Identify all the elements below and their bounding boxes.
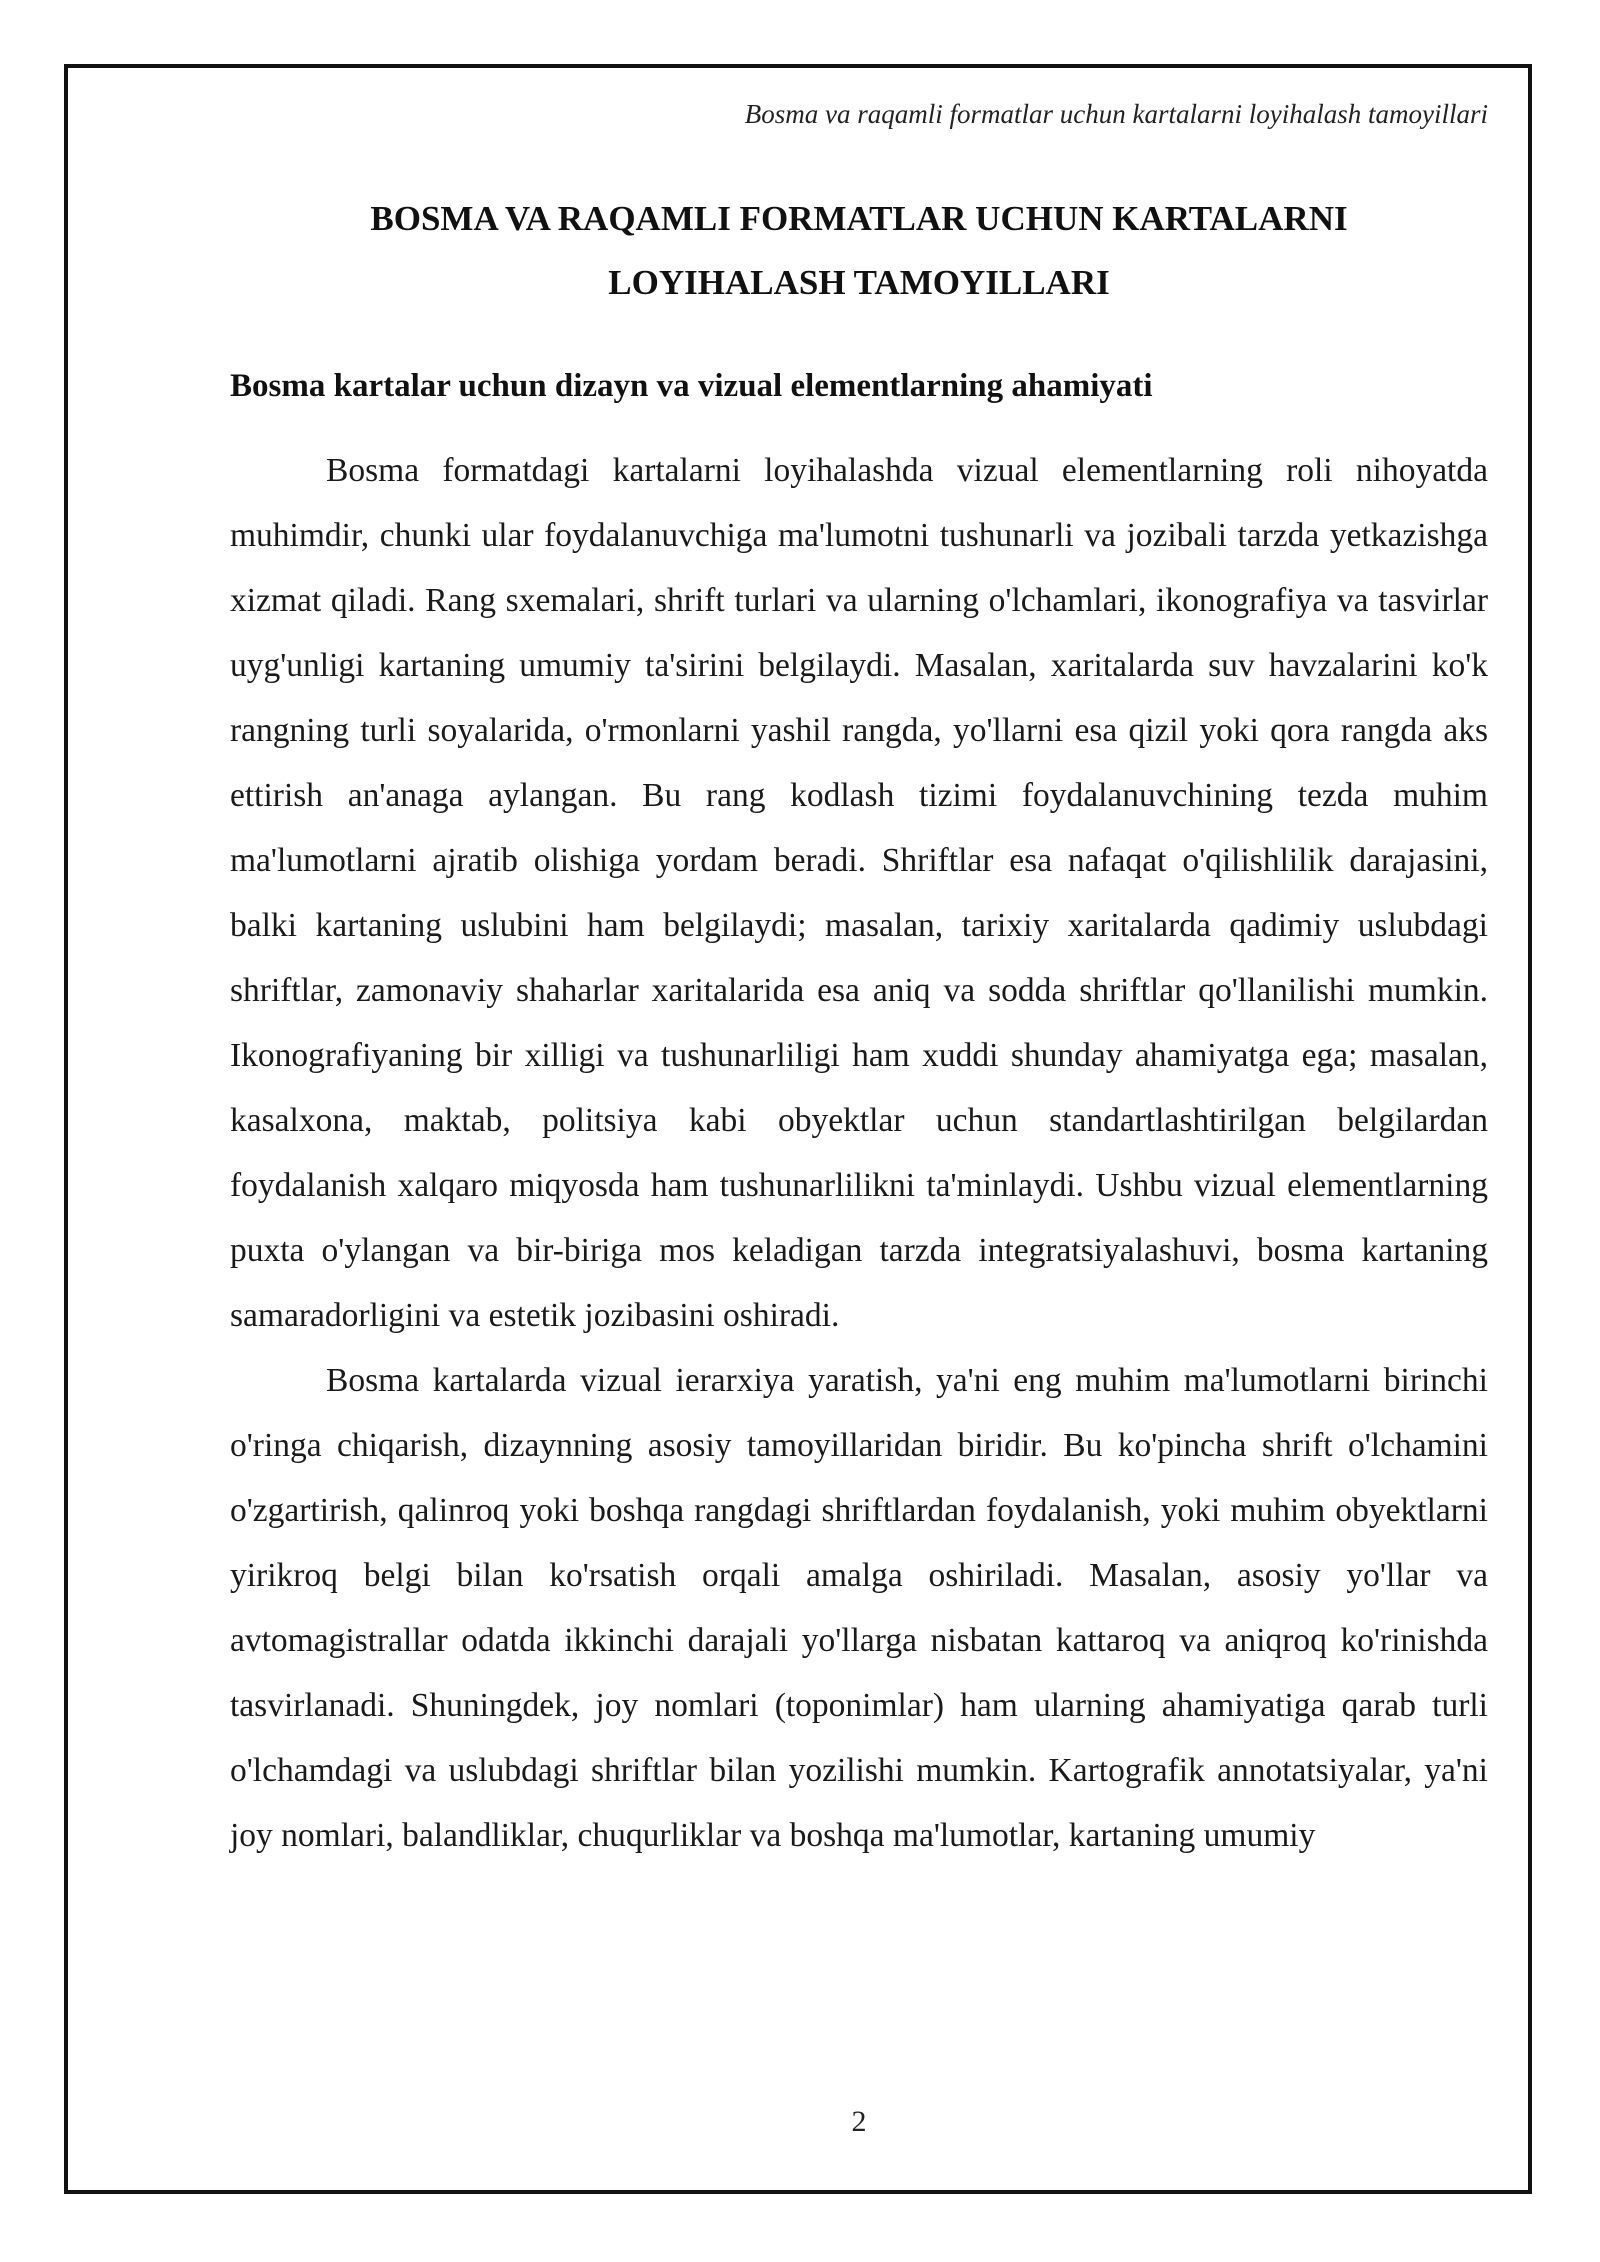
paragraph: Bosma formatdagi kartalarni loyihalashda vizual elementlarning roli nihoyatda muhimdir, chunki ular foydalanuvchiga ma'lumotni tushunarli va jozibali tarzda yetkazishga xizmat qiladi. Rang sxemalari, shrift turlari va ularning o'lchamlari, ikonografiya va tasvirlar uyg'unligi kartaning umumiy ta'sirini belgilaydi. Masalan, xaritalarda suv havzalarini ko'k rangning turli soyalarida, o'rmonlarni yashil rangda, yo'llarni esa qizil yoki qora rangda aks ettirish an'anaga aylangan. Bu rang kodlash tizimi foydalanuvchining tezda muhim ma'lumotlarni ajratib olishiga yordam beradi. Shriftlar esa nafaqat o'qilishlilik darajasini, balki kartaning uslubini ham belgilaydi; masalan, tarixiy xaritalarda qadimiy uslubdagi shriftlar, zamonaviy shaharlar xaritalarida esa aniq va sodda shriftlar qo'llanilishi mumkin. Ikonografiyaning bir xilligi va tushunarliligi ham xuddi shunday ahamiyatga ega; masalan, kasalxona, maktab, politsiya kabi obyektlar uchun standartlashtirilgan belgilardan foydalanish xalqaro miqyosda ham tushunarlilikni ta'minlaydi. Ushbu vizual elementlarning puxta o'ylangan va bir-biriga mos keladigan tarzda integratsiyalashuvi, bosma kartaning samaradorligini va estetik jozibasini oshiradi. xyxy=(230,452,1488,1334)
paragraph: Bosma kartalarda vizual ierarxiya yaratish, ya'ni eng muhim ma'lumotlarni birinchi o'ringa chiqarish, dizaynning asosiy tamoyillaridan biridir. Bu ko'pincha shrift o'lchamini o'zgartirish, qalinroq yoki boshqa rangdagi shriftlardan foydalanish, yoki muhim obyektlarni yirikroq belgi bilan ko'rsatish orqali amalga oshiriladi. Masalan, asosiy yo'llar va avtomagistrallar odatda ikkinchi darajali yo'llarga nisbatan kattaroq va aniqroq ko'rinishda tasvirlanadi. Shuningdek, joy nomlari (toponimlar) ham ularning ahamiyatiga qarab turli o'lchamdagi va uslubdagi shriftlar bilan yozilishi mumkin. Kartografik annotatsiyalar, ya'ni joy nomlari, balandliklar, chuqurliklar va boshqa ma'lumotlar, kartaning umumiy xyxy=(230,1362,1488,1854)
body-text xyxy=(230,438,1488,1868)
running-header: Bosma va raqamli formatlar uchun kartalarni loyihalash tamoyillari xyxy=(744,99,1488,129)
page-title-line-2: LOYIHALASH TAMOYILLARI xyxy=(608,263,1110,302)
page-number: 2 xyxy=(851,2105,867,2138)
section-heading: Bosma kartalar uchun dizayn va vizual elementlarning ahamiyati xyxy=(230,368,1153,404)
page-title xyxy=(230,187,1488,315)
page-title-line-1: BOSMA VA RAQAMLI FORMATLAR UCHUN KARTALARNI xyxy=(370,199,1348,238)
